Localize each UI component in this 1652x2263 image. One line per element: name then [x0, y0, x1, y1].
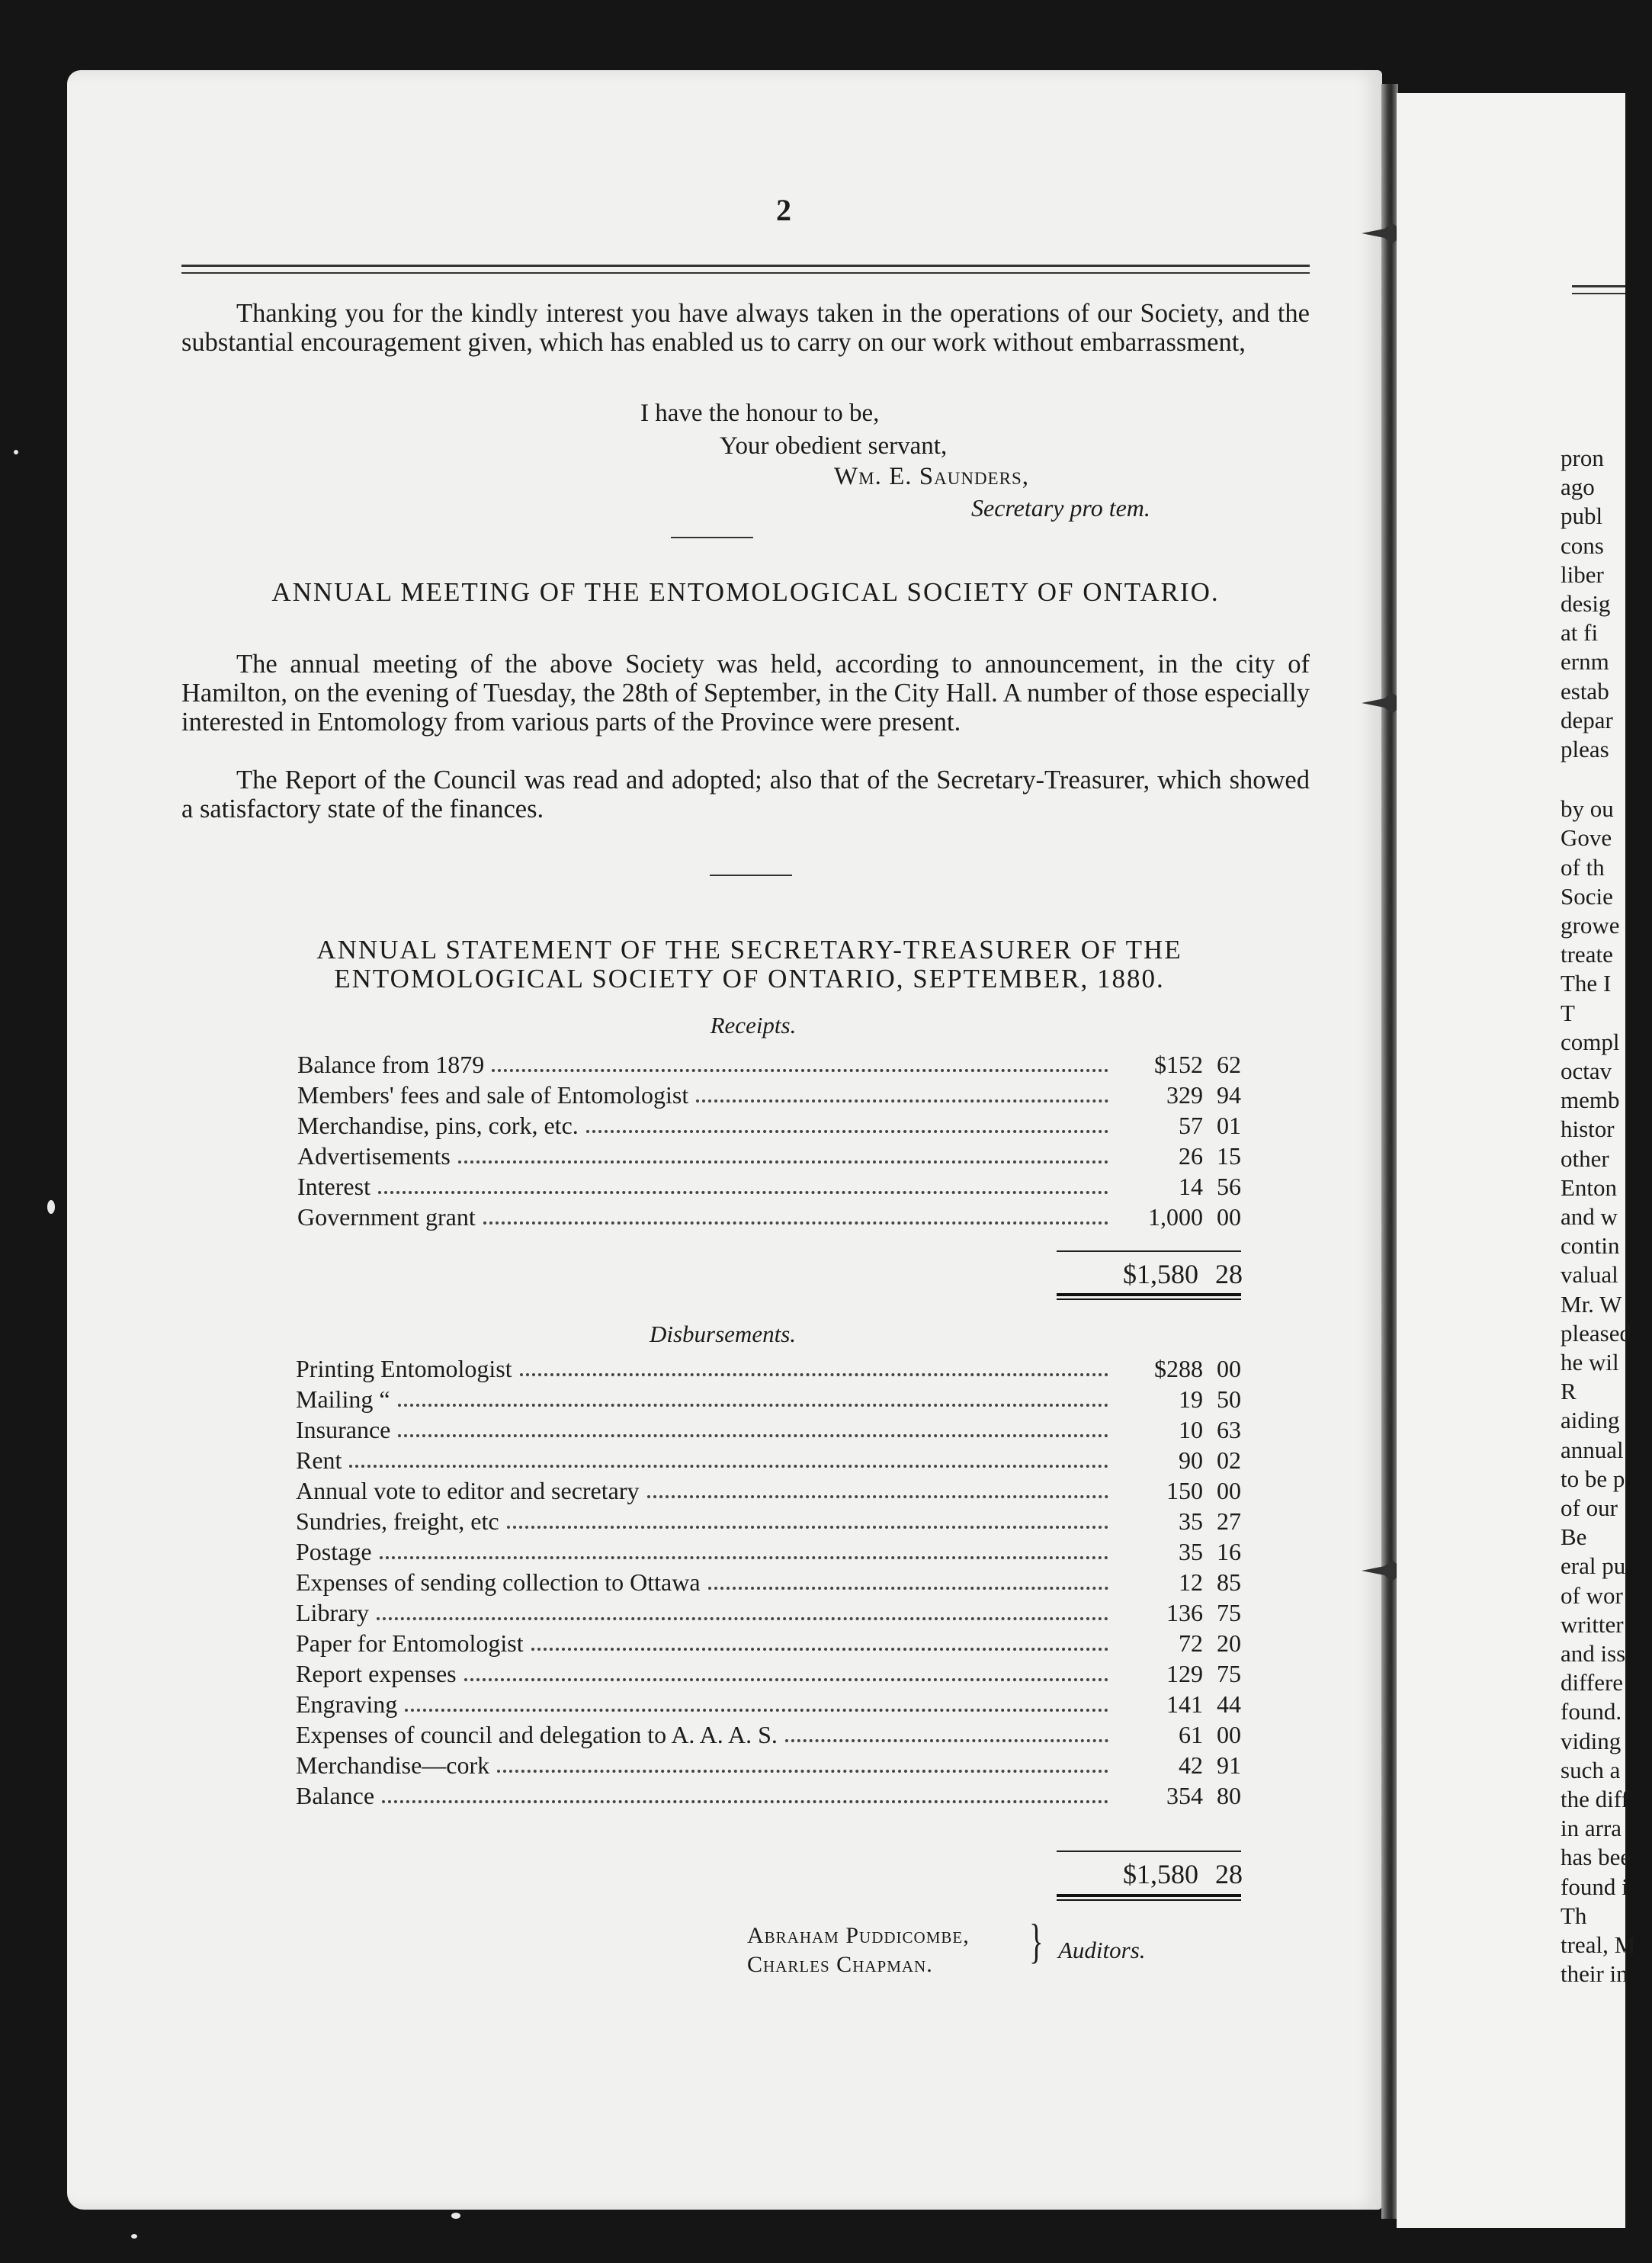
ledger-cents: 56 — [1217, 1173, 1241, 1200]
right-page-line: in arra — [1561, 1815, 1622, 1842]
ledger-item-label: Advertisements — [297, 1142, 451, 1170]
ledger-dollars: 354 — [1166, 1782, 1203, 1809]
leader-dots — [520, 1373, 1108, 1376]
ledger-cents: 15 — [1217, 1142, 1241, 1170]
right-page-line: The I — [1561, 970, 1612, 997]
ledger-dollars: 136 — [1166, 1599, 1203, 1626]
right-page-line: found i — [1561, 1873, 1628, 1900]
ledger-item-label: Rent — [296, 1446, 342, 1474]
disbursement-row — [296, 1566, 1241, 1597]
ledger-cents: 00 — [1217, 1203, 1241, 1231]
right-page-line: octav — [1561, 1058, 1612, 1084]
ledger-dollars: 14 — [1179, 1173, 1203, 1200]
right-page-line: depar — [1561, 706, 1613, 733]
right-page-line: compl — [1561, 1028, 1620, 1055]
right-page-line: T — [1561, 999, 1575, 1026]
right-page-line: ago — [1561, 473, 1595, 501]
statement-heading-line-1: ANNUAL STATEMENT OF THE SECRETARY-TREASURER OF THE — [316, 935, 1182, 965]
meeting-heading: ANNUAL MEETING OF THE ENTOMOLOGICAL SOCIETY OF ONTARIO. — [271, 577, 1220, 607]
right-page-line: estab — [1561, 677, 1609, 705]
ledger-dollars: 12 — [1179, 1568, 1203, 1596]
receipts-sum-line — [1057, 1250, 1241, 1252]
right-page-line: of wor — [1561, 1581, 1623, 1609]
right-page-line: treate — [1561, 941, 1613, 968]
ledger-item-label: Insurance — [296, 1416, 391, 1443]
ledger-cents: 85 — [1217, 1568, 1241, 1596]
scan-speck — [14, 450, 18, 454]
receipt-row — [297, 1079, 1241, 1109]
right-page-line: by ou — [1561, 795, 1614, 823]
ledger-item-label: Merchandise, pins, cork, etc. — [297, 1112, 579, 1139]
right-page-line: at fi — [1561, 619, 1599, 647]
right-page-line: writter — [1561, 1610, 1624, 1638]
receipts-table — [297, 1048, 1241, 1231]
leader-dots — [405, 1709, 1108, 1712]
ledger-dollars: 129 — [1166, 1660, 1203, 1687]
right-page-line: histor — [1561, 1115, 1615, 1143]
ledger-item-label: Merchandise—cork — [296, 1751, 490, 1779]
leader-dots — [483, 1221, 1108, 1225]
ledger-item-label: Mailing “ — [296, 1385, 390, 1413]
ledger-dollars: 61 — [1179, 1721, 1203, 1748]
ledger-dollars: 57 — [1179, 1112, 1203, 1139]
ledger-item-label: Engraving — [296, 1690, 398, 1718]
leader-dots — [377, 1617, 1108, 1620]
receipts-total-dollars: $1,580 — [1123, 1259, 1198, 1289]
ledger-cents: 00 — [1217, 1477, 1241, 1504]
letter-closing-servant: Your obedient servant, — [720, 432, 948, 460]
receipt-row — [297, 1048, 1241, 1079]
leader-dots — [647, 1495, 1109, 1498]
disbursements-total-cents: 28 — [1215, 1859, 1243, 1889]
leader-dots — [696, 1099, 1108, 1103]
right-page-line: treal, M — [1561, 1931, 1636, 1958]
receipts-total — [1051, 1258, 1243, 1290]
ledger-dollars: 150 — [1166, 1477, 1203, 1504]
auditors-label: Auditors. — [1058, 1937, 1146, 1963]
disbursement-row — [296, 1536, 1241, 1566]
leader-dots — [382, 1800, 1108, 1803]
ledger-item-label: Members' fees and sale of Entomologist — [297, 1081, 689, 1109]
disbursement-row — [296, 1658, 1241, 1688]
scan-speck — [47, 1200, 55, 1214]
leader-dots — [380, 1556, 1108, 1559]
ledger-cents: 50 — [1217, 1385, 1241, 1413]
letter-paragraph: Thanking you for the kindly interest you have always taken in the operations of our Society, and the substantial encouragement given, which has enabled us to carry on our work without embarrassment, — [181, 299, 1310, 357]
right-page-line: contin — [1561, 1232, 1620, 1260]
ledger-cents: 00 — [1217, 1355, 1241, 1382]
ledger-dollars: 329 — [1166, 1081, 1203, 1109]
disbursement-row — [296, 1383, 1241, 1414]
right-page-line: cons — [1561, 531, 1604, 559]
ledger-dollars: 35 — [1179, 1538, 1203, 1565]
disbursements-table — [296, 1353, 1241, 1810]
disbursement-row — [296, 1627, 1241, 1658]
ledger-item-label: Expenses of sending collection to Ottawa — [296, 1568, 701, 1596]
right-page-line: aiding — [1561, 1407, 1620, 1434]
ledger-item-label: Balance from 1879 — [297, 1051, 485, 1078]
right-page-line: has bee — [1561, 1844, 1631, 1871]
right-page-line: other — [1561, 1144, 1609, 1172]
ledger-item-label: Interest — [297, 1173, 370, 1200]
right-header-rule — [1572, 285, 1625, 294]
ledger-item-label: Library — [296, 1599, 369, 1626]
right-page-line: he wil — [1561, 1349, 1619, 1375]
ledger-item-label: Postage — [296, 1538, 372, 1565]
right-page-line: Th — [1561, 1902, 1587, 1929]
ledger-item-label: Government grant — [297, 1203, 476, 1231]
receipt-row — [297, 1109, 1241, 1140]
leader-dots — [507, 1526, 1108, 1529]
leader-dots — [586, 1130, 1108, 1133]
meeting-paragraph-1: The annual meeting of the above Society was held, according to announcement, in the city of Hamilton, on the evening of Tuesday, the 28th of September, in the City Hall. A number of those especially interested in Entomology from various parts of the Province were present. — [181, 650, 1310, 737]
right-page-line: viding — [1561, 1727, 1622, 1754]
right-page-line: ernm — [1561, 648, 1609, 676]
document-page-right — [1397, 93, 1636, 2228]
ledger-cents: 20 — [1217, 1629, 1241, 1657]
right-page-line: of our — [1561, 1494, 1618, 1521]
receipt-row — [297, 1140, 1241, 1170]
statement-heading-line-2: ENTOMOLOGICAL SOCIETY OF ONTARIO, SEPTEMBER, 1880. — [334, 964, 1165, 993]
ledger-dollars: 1,000 — [1148, 1203, 1203, 1231]
ledger-cents: 00 — [1217, 1721, 1241, 1748]
disbursement-row — [296, 1444, 1241, 1475]
right-page-line: Enton — [1561, 1173, 1618, 1201]
leader-dots — [398, 1434, 1108, 1437]
letter-signer: Wm. E. Saunders, — [834, 463, 1029, 490]
right-page-line: such a — [1561, 1756, 1621, 1783]
right-page-line: and w — [1561, 1203, 1618, 1230]
ledger-dollars: 35 — [1179, 1507, 1203, 1535]
auditor-1: Abraham Puddicombe, — [747, 1923, 970, 1948]
ledger-dollars: 42 — [1179, 1751, 1203, 1779]
right-page-line: pleased — [1561, 1319, 1631, 1347]
right-page-line: annual — [1561, 1436, 1624, 1463]
leader-dots — [378, 1191, 1108, 1194]
disbursements-total — [1051, 1858, 1243, 1890]
right-page-line: eral pu — [1561, 1552, 1626, 1580]
document-page-left — [67, 70, 1382, 2210]
leader-dots — [497, 1770, 1108, 1773]
leader-dots — [458, 1160, 1108, 1164]
right-page-line: Mr. W — [1561, 1290, 1622, 1318]
right-page-line: desig — [1561, 590, 1611, 617]
ledger-dollars: $288 — [1154, 1355, 1203, 1382]
right-page-line: differe — [1561, 1669, 1624, 1696]
section-divider — [671, 537, 753, 538]
disbursements-total-dollars: $1,580 — [1123, 1859, 1198, 1889]
meeting-paragraph-2: The Report of the Council was read and adopted; also that of the Secretary-Treasurer, which showed a satisfactory state of the finances. — [181, 766, 1310, 823]
right-page-line: and iss — [1561, 1640, 1626, 1667]
ledger-dollars: 72 — [1179, 1629, 1203, 1657]
ledger-cents: 62 — [1217, 1051, 1241, 1078]
right-page-line: the diff — [1561, 1786, 1629, 1812]
disbursement-row — [296, 1597, 1241, 1627]
disbursement-row — [296, 1749, 1241, 1780]
right-page-line: Socie — [1561, 882, 1613, 910]
disbursement-row — [296, 1719, 1241, 1749]
disbursements-sum-line — [1057, 1851, 1241, 1852]
receipts-title: Receipts. — [710, 1012, 797, 1038]
ledger-item-label: Report expenses — [296, 1660, 457, 1687]
scan-speck — [131, 2234, 137, 2239]
receipts-total-double-rule — [1057, 1293, 1241, 1300]
ledger-dollars: 141 — [1166, 1690, 1203, 1718]
ledger-dollars: 26 — [1179, 1142, 1203, 1170]
ledger-item-label: Sundries, freight, etc — [296, 1507, 499, 1535]
ledger-cents: 91 — [1217, 1751, 1241, 1779]
right-page-line: pleas — [1561, 736, 1609, 762]
leader-dots — [464, 1678, 1108, 1681]
disbursement-row — [296, 1414, 1241, 1444]
right-page-line: Gove — [1561, 824, 1612, 852]
leader-dots — [349, 1465, 1108, 1468]
ledger-cents: 80 — [1217, 1782, 1241, 1809]
section-divider — [710, 875, 792, 876]
right-page-line: found. — [1561, 1698, 1622, 1725]
ledger-cents: 01 — [1217, 1112, 1241, 1139]
ledger-item-label: Printing Entomologist — [296, 1355, 512, 1382]
leader-dots — [708, 1587, 1108, 1590]
ledger-item-label: Balance — [296, 1782, 375, 1809]
right-page-line: of th — [1561, 853, 1605, 881]
ledger-cents: 75 — [1217, 1660, 1241, 1687]
right-page-line: memb — [1561, 1087, 1620, 1114]
right-page-line: liber — [1561, 560, 1604, 588]
ledger-dollars: 10 — [1179, 1416, 1203, 1443]
right-page-line: to be p — [1561, 1465, 1625, 1492]
book-spine — [1381, 84, 1398, 2219]
ledger-item-label: Paper for Entomologist — [296, 1629, 524, 1657]
letter-signer-title: Secretary pro tem. — [971, 494, 1150, 522]
scan-speck — [451, 2213, 460, 2219]
auditors-brace: } — [1029, 1914, 1044, 1968]
right-page-line: R — [1561, 1378, 1577, 1405]
leader-dots — [492, 1069, 1108, 1072]
ledger-cents: 44 — [1217, 1690, 1241, 1718]
right-page-line: Be — [1561, 1523, 1587, 1551]
disbursement-row — [296, 1780, 1241, 1810]
auditor-2: Charles Chapman. — [747, 1952, 933, 1977]
ledger-cents: 27 — [1217, 1507, 1241, 1535]
leader-dots — [398, 1404, 1108, 1407]
ledger-cents: 16 — [1217, 1538, 1241, 1565]
receipt-row — [297, 1201, 1241, 1231]
disbursement-row — [296, 1505, 1241, 1536]
right-page-line: publ — [1561, 502, 1603, 530]
ledger-item-label: Annual vote to editor and secretary — [296, 1477, 640, 1504]
header-rule — [181, 265, 1310, 274]
ledger-cents: 75 — [1217, 1599, 1241, 1626]
disbursements-total-double-rule — [1057, 1894, 1241, 1901]
ledger-dollars: $152 — [1154, 1051, 1203, 1078]
right-page-line: valual — [1561, 1261, 1618, 1289]
right-page-line: pron — [1561, 445, 1604, 471]
ledger-dollars: 90 — [1179, 1446, 1203, 1474]
ledger-cents: 94 — [1217, 1081, 1241, 1109]
disbursement-row — [296, 1688, 1241, 1719]
disbursement-row — [296, 1353, 1241, 1383]
right-page-line: their in — [1561, 1960, 1628, 1988]
page-number: 2 — [776, 193, 791, 227]
ledger-cents: 63 — [1217, 1416, 1241, 1443]
leader-dots — [785, 1739, 1108, 1742]
receipts-total-cents: 28 — [1215, 1259, 1243, 1289]
receipt-row — [297, 1170, 1241, 1201]
right-page-line: growe — [1561, 912, 1620, 939]
ledger-item-label: Expenses of council and delegation to A. A. A. S. — [296, 1721, 778, 1748]
disbursement-row — [296, 1475, 1241, 1505]
disbursements-title: Disbursements. — [649, 1321, 797, 1347]
letter-closing: I have the honour to be, — [640, 400, 880, 427]
ledger-cents: 02 — [1217, 1446, 1241, 1474]
leader-dots — [531, 1648, 1108, 1651]
ledger-dollars: 19 — [1179, 1385, 1203, 1413]
